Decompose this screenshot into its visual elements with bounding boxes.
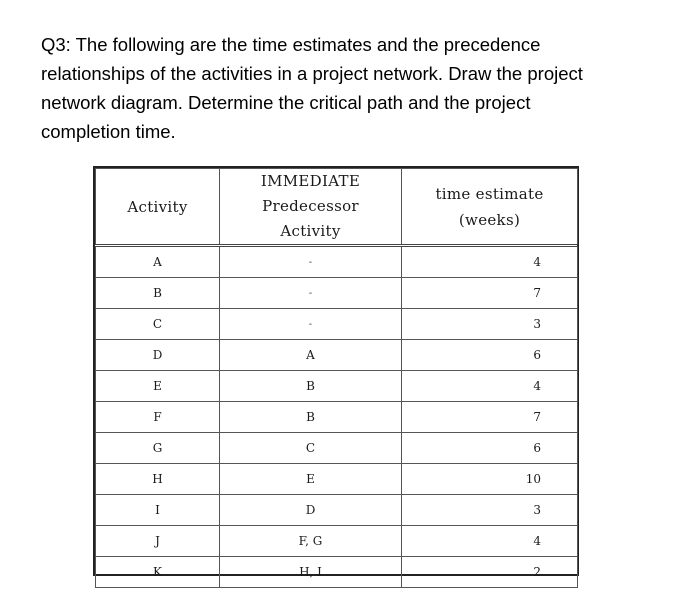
table-body: [96, 246, 578, 588]
cell-time: 4: [402, 246, 578, 278]
table-row: [96, 371, 578, 402]
header-predecessor: [220, 169, 402, 246]
question-line-2: relationships of the activities in a project network. Draw the project: [41, 63, 583, 84]
table-row: [96, 557, 578, 588]
header-predecessor-line-1: IMMEDIATE: [260, 172, 361, 190]
cell-activity: A: [96, 246, 220, 278]
cell-activity: C: [96, 309, 220, 340]
header-time-estimate: [402, 169, 578, 246]
activity-table: [93, 166, 579, 579]
cell-activity: D: [96, 340, 220, 371]
table-row: [96, 526, 578, 557]
cell-activity: F: [96, 402, 220, 433]
header-time-line-1: time estimate: [435, 184, 544, 203]
cell-time: 6: [402, 433, 578, 464]
cell-activity: B: [96, 278, 220, 309]
cell-time: 7: [402, 278, 578, 309]
cell-activity: E: [96, 371, 220, 402]
cell-activity: I: [96, 495, 220, 526]
cell-predecessor: -: [220, 309, 402, 340]
cell-predecessor: B: [220, 402, 402, 433]
cell-predecessor: E: [220, 464, 402, 495]
activity-table-grid: [95, 168, 578, 588]
table-row: [96, 495, 578, 526]
cell-predecessor: -: [220, 278, 402, 309]
table-row: [96, 340, 578, 371]
table-row: [96, 464, 578, 495]
cell-time: 7: [402, 402, 578, 433]
table-row: [96, 246, 578, 278]
table-row: [96, 278, 578, 309]
header-predecessor-line-3: Activity: [280, 222, 341, 240]
cell-time: 4: [402, 371, 578, 402]
cell-time: 3: [402, 309, 578, 340]
question-line-1: Q3: The following are the time estimates and the precedence: [41, 34, 541, 55]
cell-predecessor: C: [220, 433, 402, 464]
cell-predecessor: F, G: [220, 526, 402, 557]
cell-predecessor: H, I: [220, 557, 402, 588]
cell-activity: K: [96, 557, 220, 588]
table-row: [96, 402, 578, 433]
cell-time: 2: [402, 557, 578, 588]
header-time-line-2: (weeks): [458, 210, 521, 229]
header-activity: Activity: [96, 169, 220, 246]
cell-activity: G: [96, 433, 220, 464]
cell-predecessor: -: [220, 246, 402, 278]
question-line-3: network diagram. Determine the critical path and the project: [41, 92, 531, 113]
table-row: [96, 309, 578, 340]
table-header-row: [96, 169, 578, 246]
cell-activity: J: [96, 526, 220, 557]
header-predecessor-line-2: Predecessor: [262, 197, 359, 215]
cell-activity: H: [96, 464, 220, 495]
question-line-4: completion time.: [41, 121, 176, 142]
cell-time: 4: [402, 526, 578, 557]
cell-time: 10: [402, 464, 578, 495]
cell-predecessor: D: [220, 495, 402, 526]
cell-predecessor: A: [220, 340, 402, 371]
cell-time: 6: [402, 340, 578, 371]
table-row: [96, 433, 578, 464]
cell-predecessor: B: [220, 371, 402, 402]
cell-time: 3: [402, 495, 578, 526]
question-text: [41, 30, 661, 146]
